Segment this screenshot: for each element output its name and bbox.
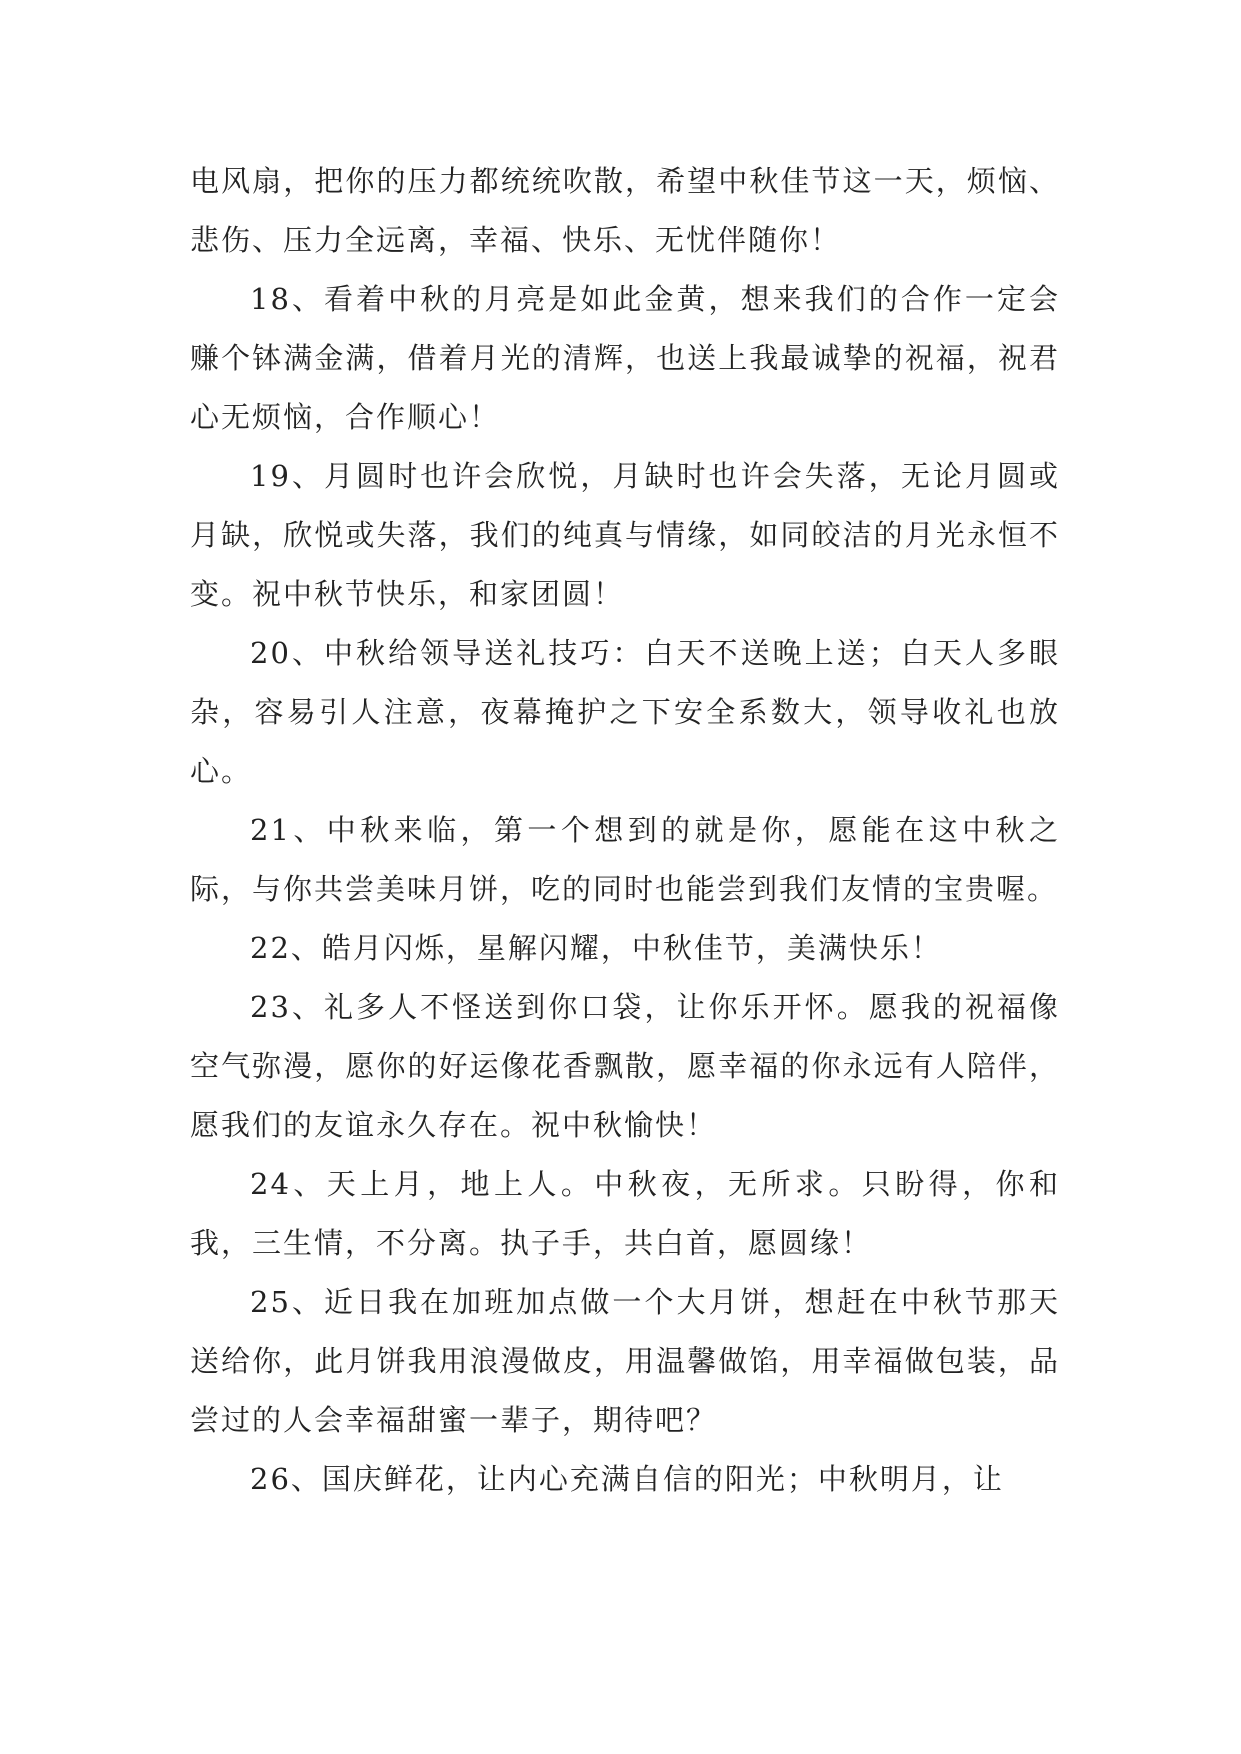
paragraph-19: 19、月圆时也许会欣悦，月缺时也许会失落，无论月圆或月缺，欣悦或失落，我们的纯真与情缘，如同皎洁的月光永恒不变。祝中秋节快乐，和家团圆！ — [190, 459, 1060, 611]
document-body — [190, 152, 1060, 1509]
paragraph-25: 25、近日我在加班加点做一个大月饼，想赶在中秋节那天送给你，此月饼我用浪漫做皮，用温馨做馅，用幸福做包装，品尝过的人会幸福甜蜜一辈子，期待吧？ — [190, 1285, 1060, 1437]
paragraph-18: 18、看着中秋的月亮是如此金黄，想来我们的合作一定会赚个钵满金满，借着月光的清辉，也送上我最诚挚的祝福，祝君心无烦恼，合作顺心！ — [190, 282, 1060, 434]
paragraph-20: 20、中秋给领导送礼技巧：白天不送晚上送；白天人多眼杂，容易引人注意，夜幕掩护之下安全系数大，领导收礼也放心。 — [190, 636, 1060, 788]
paragraph-24: 24、天上月，地上人。中秋夜，无所求。只盼得，你和我，三生情，不分离。执子手，共白首，愿圆缘！ — [190, 1167, 1060, 1260]
paragraph-22: 22、皓月闪烁，星解闪耀，中秋佳节，美满快乐！ — [250, 931, 942, 965]
paragraph-21: 21、中秋来临，第一个想到的就是你，愿能在这中秋之际，与你共尝美味月饼，吃的同时也能尝到我们友情的宝贵喔。 — [190, 813, 1060, 906]
paragraph-23: 23、礼多人不怪送到你口袋，让你乐开怀。愿我的祝福像空气弥漫，愿你的好运像花香飘散，愿幸福的你永远有人陪伴，愿我们的友谊永久存在。祝中秋愉快！ — [190, 990, 1060, 1142]
paragraph-26: 26、国庆鲜花，让内心充满自信的阳光；中秋明月，让 — [250, 1462, 1004, 1496]
paragraph-continuation: 电风扇，把你的压力都统统吹散，希望中秋佳节这一天，烦恼、悲伤、压力全远离，幸福、快乐、无忧伴随你！ — [190, 164, 1060, 257]
